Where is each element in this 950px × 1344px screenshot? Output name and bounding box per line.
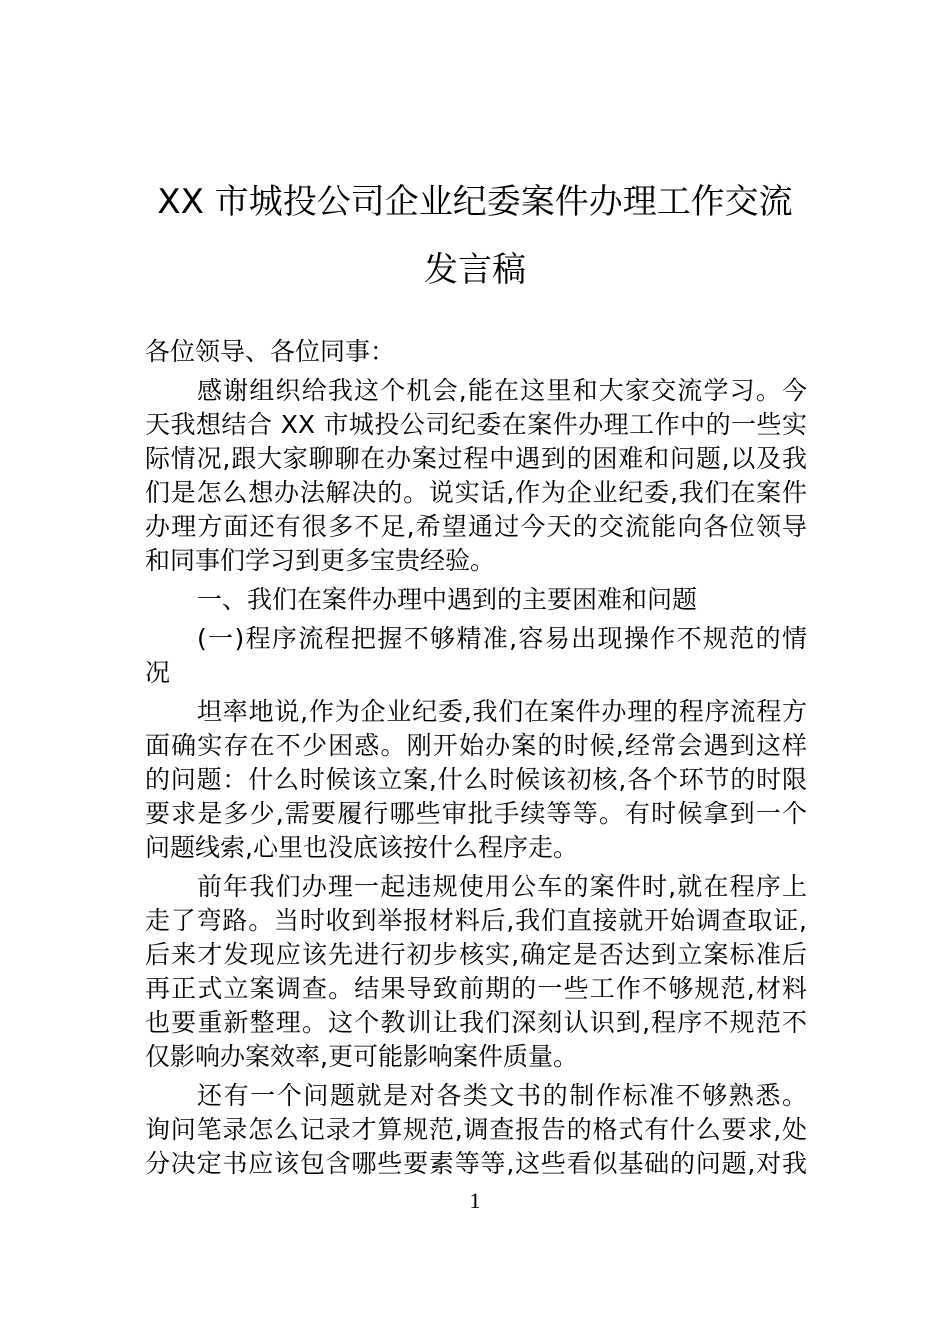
text-line: 们是怎么想办法解决的。说实话,作为企业纪委,我们在案件 [145, 478, 807, 507]
text-line: 还有一个问题就是对各类文书的制作标准不够熟悉。 [197, 1081, 807, 1110]
text-line: 际情况,跟大家聊聊在办案过程中遇到的困难和问题,以及我 [145, 444, 807, 473]
text-line: 坦率地说,作为企业纪委,我们在案件办理的程序流程方 [197, 697, 807, 726]
paragraph [145, 335, 807, 369]
text-line: 后来才发现应该先进行初步核实,确定是否达到立案标准后 [145, 940, 807, 969]
text-line: 前年我们办理一起违规使用公车的案件时,就在程序上 [197, 872, 807, 901]
title-line: XX 市城投公司企业纪委案件办理工作交流 [157, 182, 793, 222]
text-line: 况 [145, 658, 171, 687]
text-line: 走了弯路。当时收到举报材料后,我们直接就开始调查取证, [145, 906, 807, 935]
text-line: 仅影响办案效率,更可能影响案件质量。 [145, 1042, 578, 1071]
text-line: (一)程序流程把握不够精准,容易出现操作不规范的情 [197, 624, 807, 653]
text-line: 的问题：什么时候该立案,什么时候该初核,各个环节的时限 [145, 765, 807, 794]
text-line: 天我想结合 XX 市城投公司纪委在案件办理工作中的一些实 [145, 410, 807, 439]
text-line: 办理方面还有很多不足,希望通过今天的交流能向各位领导 [145, 512, 807, 541]
text-line: 问题线索,心里也没底该按什么程序走。 [145, 833, 578, 862]
title-line: 发言稿 [424, 250, 526, 290]
document-body [145, 335, 807, 1181]
text-line: 也要重新整理。这个教训让我们深刻认识到,程序不规范不 [145, 1008, 807, 1037]
paragraph [145, 1079, 807, 1181]
document-title [120, 168, 830, 304]
text-line: 分决定书应该包含哪些要素等等,这些看似基础的问题,对我 [145, 1149, 807, 1178]
text-line: 询问笔录怎么记录才算规范,调查报告的格式有什么要求,处 [145, 1115, 807, 1144]
text-line: 再正式立案调查。结果导致前期的一些工作不够规范,材料 [145, 974, 807, 1003]
page-number: 1 [469, 1188, 481, 1213]
paragraph [145, 695, 807, 865]
paragraph [145, 374, 807, 578]
text-line: 面确实存在不少困惑。刚开始办案的时候,经常会遇到这样 [145, 731, 807, 760]
paragraph [145, 870, 807, 1074]
paragraph [145, 583, 807, 617]
paragraph [145, 622, 807, 690]
text-line: 感谢组织给我这个机会,能在这里和大家交流学习。今 [197, 376, 807, 405]
text-line: 一、我们在案件办理中遇到的主要困难和问题 [197, 585, 698, 614]
text-line: 和同事们学习到更多宝贵经验。 [145, 546, 496, 575]
text-line: 各位领导、各位同事： [145, 337, 396, 366]
text-line: 要求是多少,需要履行哪些审批手续等等。有时候拿到一个 [145, 799, 807, 828]
